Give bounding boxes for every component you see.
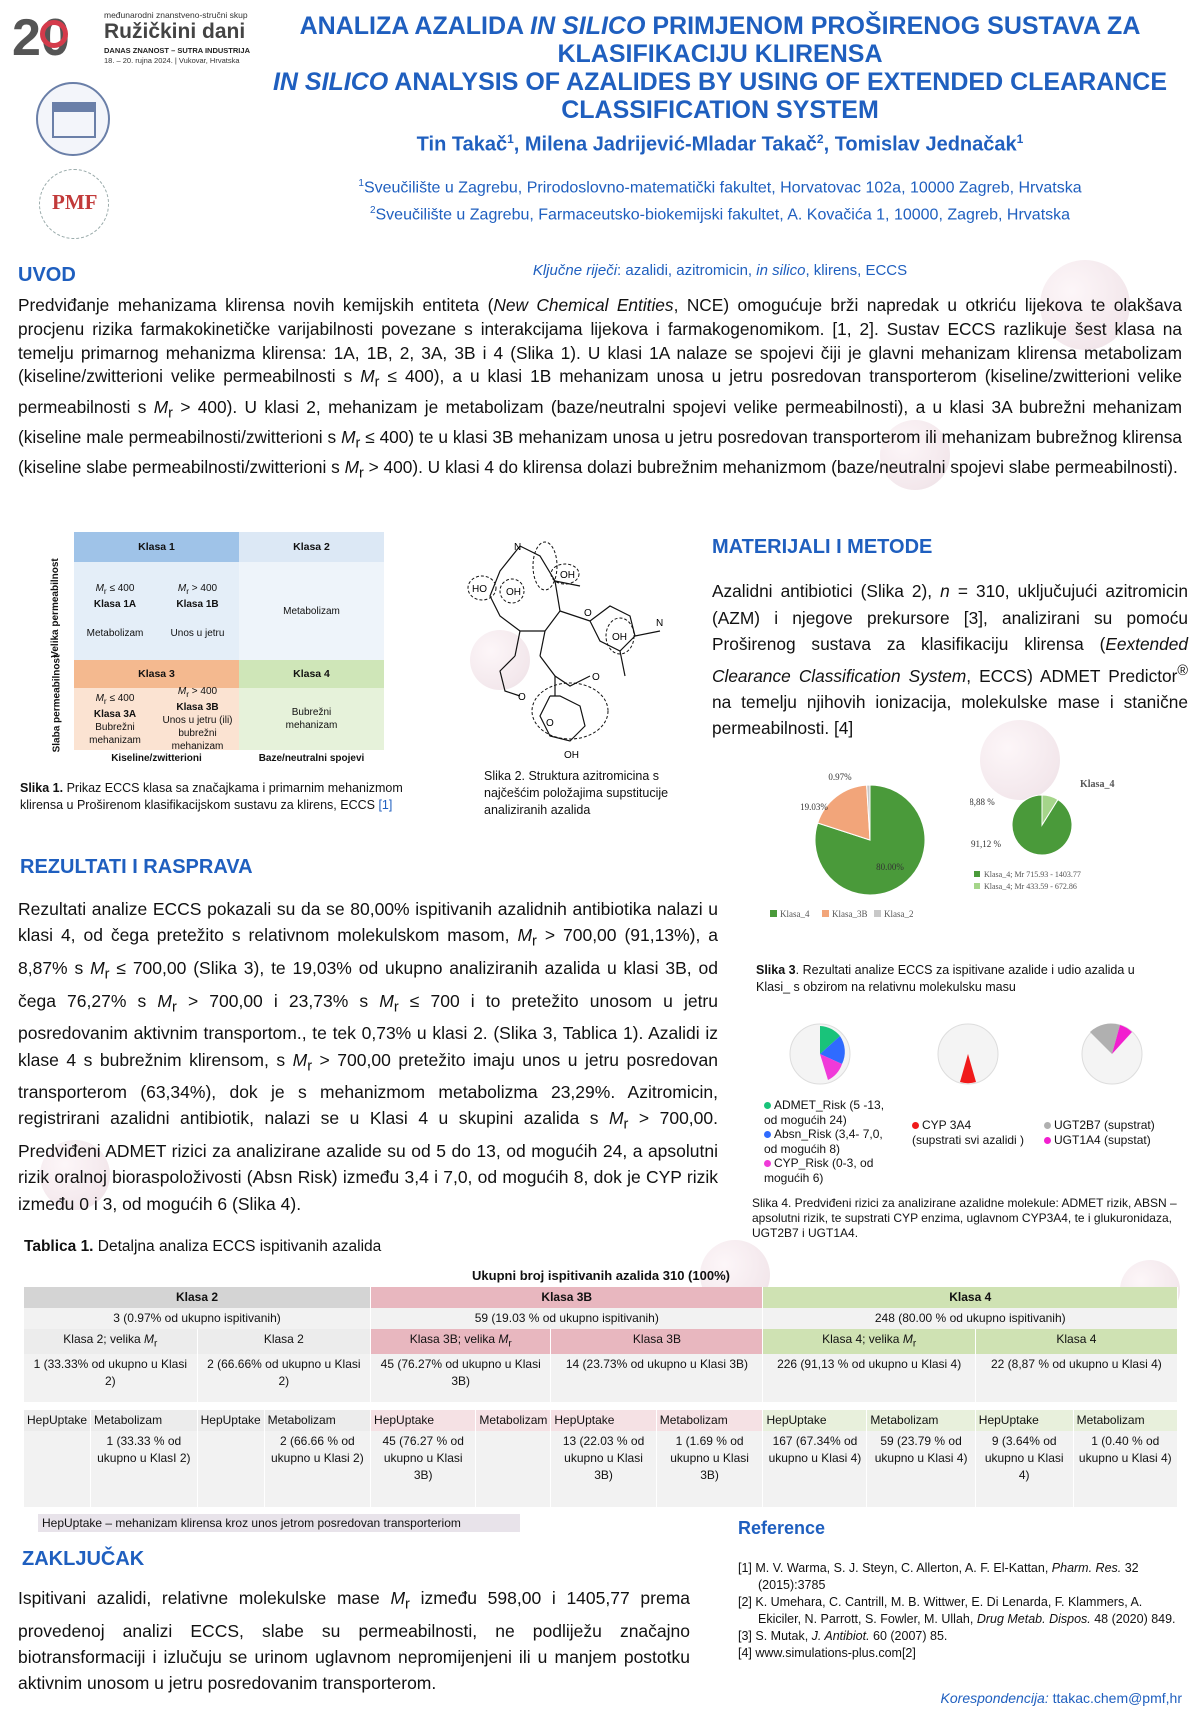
heading-reference: Reference	[738, 1518, 826, 1538]
fig1-cell-2: Metabolizam	[239, 562, 384, 660]
legend-swatch	[974, 871, 980, 877]
pie1-svg	[770, 760, 950, 940]
table-cell: 45 (76.27 % od ukupno u Klasi 3B)	[371, 1431, 476, 1507]
fig1-caption: Slika 1. Prikaz ECCS klasa sa značajkama i primarnim mehanizmom klirensa u Proširenom klasifikacijskom sustavu za klirens, ECCS [1]	[20, 781, 403, 812]
fig4-svg	[780, 1012, 1180, 1092]
azithromycin-structure-drawing	[460, 526, 680, 766]
fig2-label-oh1: OH	[506, 587, 521, 598]
fig1-klasa3-header: Klasa 3	[74, 660, 239, 688]
fig1-x-left: Kiseline/zwitterioni	[111, 753, 202, 764]
intro-paragraph: Predviđanje mehanizama klirensa novih kemijskih entiteta (New Chemical Entities, NCE) omogućuje brži napredak u otkriću lijekova te olakšava procjenu rizika farmakokinetičke varijabilnosti povezane s interakcijama lijekova i farmakogenomikom. [1, 2]. Sustav ECCS razlikuje šest klasa na temelju primarnog mehanizma klirensa: 1A, 1B, 2, 3A, 3B i 4 (Slika 1). U klasi 1A nalaze se spojevi čiji je glavni mehanizam klirensa metabolizam (kiseline/zwitterioni velike permeabilnosti s $M_r \le 400$), a u klasi 1B mehanizam unosa u jetru posredovan transporterom (kiseline/zwitterioni velike permeabilnosti s $M_r > 400$). U klasi 2, mehanizam je metabolizam (baze/neutralni spojevi velike permeabilnosti), a u klasi 3A bubrežni mehanizam (kiseline male permeabilnosti/zwitterioni s $M_r \le 400$) te u klasi 3B mehanizam unosa u jetru posredovan transporterom ili mehanizam bubrežnog klirensa (kiseline slabe permeabilnosti/zwitterioni s $M_r > 400$). U klasi 4 do klirensa dolazi bubrežnim mehanizmom (baze/neutralni spojevi slabe permeabilnosti).	[18, 295, 1182, 482]
table-cell: Klasa 4; velika $M_r$	[763, 1329, 975, 1354]
table-cell: Klasa 2	[24, 1287, 371, 1308]
fig1-velika-label: Velika permeabilnost	[50, 558, 61, 658]
pie2-svg	[970, 775, 1170, 905]
table-cell: Klasa 2	[197, 1329, 370, 1354]
heading-rezultati: REZULTATI I RASPRAVA	[20, 856, 253, 878]
table-cell: Metabolizam	[1073, 1410, 1177, 1431]
references-list	[738, 1560, 1178, 1662]
figure-4-risk-pies	[780, 1012, 1180, 1092]
methods-paragraph: Azalidni antibiotici (Slika 2), n = 310, uključujući azitromicin (AZM) i njegove prekursore [3], analizirani su pomoću Proširenog sustava za klasifikaciju klirensa (Eextended Clearance Classification System, ECCS) ADMET Predictor® na temelju njihovih ionizacija, molekulske mase i stanične permeabilnosti. [4]	[712, 581, 1189, 739]
table-cell	[476, 1431, 551, 1507]
legend-label: Klasa_4	[780, 909, 810, 919]
legend-label: Klasa_4; Mr 433.59 - 672.86	[984, 882, 1077, 891]
fig4-caption: Slika 4. Predviđeni rizici za analizirane azalidne molekule: ADMET rizik, ABSN – apsolutni rizik, te supstrati CYP enzima, uglavnom CYP3A4, te i glukuronidaza, UGT2B7 i UGT1A4.	[752, 1196, 1177, 1240]
table-cell: HepUptake	[975, 1410, 1073, 1431]
table-cell: 226 (91,13 % od ukupno u Klasi 4)	[763, 1354, 975, 1402]
reference-item: [2] K. Umehara, C. Cantrill, M. B. Wittwer, E. Di Lenarda, F. Klammers, A. Ekiciler, N. Parrott, S. Fowler, M. Ullah, Drug Metab. Dispos. 48 (2020) 849.	[738, 1595, 1176, 1626]
reference-item: [1] M. V. Warma, S. J. Steyn, C. Allerton, A. F. El-Kattan, Pharm. Res. 32 (2015):3785	[738, 1561, 1139, 1592]
reference-item: [4] www.simulations-plus.com[2]	[738, 1646, 916, 1660]
fig1-x-right: Baze/neutralni spojevi	[258, 753, 365, 764]
table-cell: 1 (0.40 % od ukupno u Klasi 4)	[1073, 1431, 1177, 1507]
table-cell: 1 (33.33 % od ukupno u KlasI 2)	[91, 1431, 198, 1507]
table-cell: 45 (76.27% od ukupno u Klasi 3B)	[371, 1354, 551, 1402]
fig4-legend-mid: CYP 3A4 (supstrati svi azalidi )	[912, 1118, 1025, 1147]
fig2-label-o2: O	[518, 692, 526, 703]
table-cell: HepUptake	[24, 1410, 91, 1431]
table1-header: Ukupni broj ispitivanih azalida 310 (100%)	[472, 1268, 730, 1283]
fig4-legend-right: UGT2B7 (supstrat) UGT1A4 (supstat)	[1044, 1118, 1184, 1147]
legend-swatch	[770, 910, 777, 917]
table-cell: Klasa 3B	[551, 1329, 763, 1354]
table-cell	[24, 1431, 91, 1507]
table-cell: Metabolizam	[264, 1410, 370, 1431]
table-cell: Metabolizam	[867, 1410, 975, 1431]
heading-zakljucak: ZAKLJUČAK	[22, 1548, 145, 1570]
table-cell: 3 (0.97% od ukupno ispitivanih)	[24, 1308, 371, 1329]
table-cell: 14 (23.73% od ukupno u Klasi 3B)	[551, 1354, 763, 1402]
pie-slice-label: 80.00%	[876, 862, 904, 872]
conference-logo	[12, 8, 262, 70]
affiliations: $^1$Sveučilište u Zagrebu, Prirodoslovno-matematički fakultet, Horvatovac 102a, 10000 Zagreb, Hrvatska $^2$Sveučilište u Zagrebu, Farmaceutsko-biokemijski fakultet, A. Kovačića 1, 10000, Zagreb, Hrvatska	[358, 178, 1082, 224]
table-row	[24, 1410, 1178, 1431]
table-cell: 59 (23.79 % od ukupno u Klasi 4)	[867, 1431, 975, 1507]
table-cell: 167 (67.34% od ukupno u Klasi 4)	[763, 1431, 867, 1507]
table-cell: HepUptake	[763, 1410, 867, 1431]
table-cell: Klasa 3B	[371, 1287, 763, 1308]
table-cell: 1 (1.69 % od ukupno u Klasi 3B)	[656, 1431, 763, 1507]
fig4-pie-admet	[790, 1024, 850, 1084]
legend-label: Klasa_2	[884, 909, 914, 919]
table-cell: 2 (66.66% od ukupno u Klasi 2)	[197, 1354, 370, 1402]
table-cell: Klasa 4	[763, 1287, 1178, 1308]
fig2-label-o1: O	[584, 608, 592, 619]
table-row	[24, 1354, 1178, 1402]
pie-slice-label: 91,12 %	[971, 839, 1001, 849]
fig2-label-oh3: OH	[612, 632, 627, 643]
conf-name: Ružičkini dani	[104, 20, 246, 43]
table-row	[24, 1329, 1178, 1354]
poster-title: ANALIZA AZALIDA IN SILICO PRIMJENOM PROŠIRENOG SUSTAVA ZA KLASIFIKACIJU KLIRENSA IN SILICO ANALYSIS OF AZALIDES BY USING OF EXTENDED CLEARANCE CLASSIFICATION SYSTEM	[272, 12, 1168, 124]
fig1-cell-1b: $M_r > 400$ Klasa 1B Unos u jetru	[156, 562, 239, 660]
table-cell: Klasa 2; velika $M_r$	[24, 1329, 197, 1354]
results-paragraph: Rezultati analize ECCS pokazali su da se 80,00% ispitivanih azalidnih antibiotika nalazi u klasi 4, od čega pretežito s relativnom molekulskom masom, $M_r > 700,00$ (91,13%), a 8,87% s $M_r \le 700,00$ (Slika 3), te 19,03% od ukupno analiziranih azalida u klasi 3B, od čega 76,27% s $M_r > 700,00$ i 23,73% s $M_r \le 700$ i to pretežito unosom u jetru posredovanim aktivnim transportom., te tek 0,73% u klasi 2. (Slika 3, Tablica 1). Azalidi iz klase 4 s bubrežnim klirensom, s $M_r > 700,00$ pretežito imaju unos u jetru posredovan transporterom (63,34%), dok je s mehanizmom metabolizma 23,29%. Azitromicin, registrirani azalidni antibiotik, nalazi se u Klasi 4 u skupini azalida s $M_r > 700,00$. Predviđeni ADMET rizici za analizirane azalide su od 5 do 13, od mogućih 24, a apsolutni rizik oralnoj bioraspoloživosti (Absn Risk) između 3,4 i 7,0, od mogućih 8, dok je CYP rizik između 0 i 3, od mogućih 6 (Slika 4).	[18, 899, 719, 1214]
fig2-label-oh2: OH	[560, 570, 575, 581]
table-cell: Klasa 3B; velika $M_r$	[371, 1329, 551, 1354]
table-cell	[197, 1431, 264, 1507]
pmf-text: PMF	[52, 190, 98, 214]
fig1-slaba-label: Slaba permeabilnost	[51, 654, 63, 753]
table-cell: Metabolizam	[656, 1410, 763, 1431]
legend-swatch	[874, 910, 881, 917]
fig2-label-ho: HO	[472, 584, 487, 595]
table-cell: 13 (22.03 % od ukupno u Klasi 3B)	[551, 1431, 656, 1507]
fig2-label-o3: O	[592, 672, 600, 683]
legend-swatch	[822, 910, 829, 917]
table-cell: 22 (8,87 % od ukupno u Klasi 4)	[975, 1354, 1177, 1402]
university-seal-icon	[36, 82, 110, 156]
table-cell: 248 (80.00 % od ukupno ispitivanih)	[763, 1308, 1178, 1329]
fig1-klasa1-header: Klasa 1	[74, 532, 239, 562]
figure-2-azithromycin-structure	[460, 526, 680, 766]
table-row	[24, 1308, 1178, 1329]
fig4-pie-cyp	[938, 1024, 998, 1084]
correspondence: Korespondencija: ttakac.chem@pmf,hr	[940, 1690, 1182, 1706]
table-cell: 59 (19.03 % od ukupno ispitivanih)	[371, 1308, 763, 1329]
table-cell: Metabolizam	[91, 1410, 198, 1431]
fig1-klasa2-header: Klasa 2	[239, 532, 384, 562]
table-cell: HepUptake	[371, 1410, 476, 1431]
authors: Tin Takač$^1$, Milena Jadrijević-Mladar Takač$^2$, Tomislav Jednačak$^1$	[416, 132, 1024, 156]
figure-3-pie-klasa4	[970, 775, 1170, 905]
heading-metode: MATERIJALI I METODE	[712, 536, 933, 558]
fig4-legend-left: ADMET_Risk (5 -13, od mogućih 24) Absn_Risk (3,4- 7,0, od mogućih 8) CYP_Risk (0-3, od mogućih 6)	[764, 1098, 885, 1185]
table1-caption: Tablica 1. Detaljna analiza ECCS ispitivanih azalida	[24, 1238, 382, 1255]
table-cell: Klasa 4	[975, 1329, 1177, 1354]
fig1-cell-1a: $M_r \le 400$ Klasa 1A Metabolizam	[74, 562, 156, 660]
table1	[24, 1287, 1178, 1507]
figure-1-eccs-grid	[44, 532, 384, 762]
pie-slice-label: 8,88 %	[970, 797, 995, 807]
table1-footnote: HepUptake – mehanizam klirensa kroz unos jetrom posredovan transporteriom	[38, 1514, 520, 1532]
table-cell: 9 (3.64% od ukupno u Klasi 4)	[975, 1431, 1073, 1507]
pie2-title: Klasa_4	[1080, 779, 1115, 790]
table-cell: 2 (66.66 % od ukupno u Klasi 2)	[264, 1431, 370, 1507]
table-cell: HepUptake	[197, 1410, 264, 1431]
fig2-label-n2: N	[656, 618, 664, 629]
fig2-label-oh4: OH	[564, 750, 579, 761]
fig4-pie-ugt	[1082, 1024, 1142, 1084]
reference-item: [3] S. Mutak, J. Antibiot. 60 (2007) 85.	[738, 1629, 948, 1643]
conf-20: 20	[12, 9, 70, 67]
table-cell: Metabolizam	[476, 1410, 551, 1431]
fig1-cell-3b: $M_r > 400$ Klasa 3B Unos u jetru (ili) bubrežni mehanizam	[156, 688, 239, 750]
legend-label: Klasa_3B	[832, 909, 868, 919]
fig2-label-n1: N	[514, 542, 522, 553]
conf-ring-icon	[40, 20, 68, 48]
pmf-logo	[34, 164, 114, 244]
table-row	[24, 1431, 1178, 1507]
legend-label: Klasa_4; Mr 715.93 - 1403.77	[984, 870, 1081, 879]
pie-slice-label: 0.97%	[828, 772, 852, 782]
figure-3-pie-eccs	[770, 760, 950, 940]
fig2-label-o4: O	[546, 718, 554, 729]
conclusion-paragraph: Ispitivani azalidi, relativne molekulske mase $M_r$ između 598,00 i 1405,77 prema provedenoj analizi ECCS, slabe su permeabilnosti, ne podliježu značajno biotransformaciji i izlučuju se urinom uglavnom nepromijenjeni ili u manjem postotku aktivnim unosom u jetru posredovanim transporterom.	[18, 1588, 690, 1694]
fig3-caption: Slika 3. Rezultati analize ECCS za ispitivane azalide i udio azalida u Klasi_ s obzirom na relativnu molekulsku masu	[756, 963, 1135, 994]
legend-swatch	[974, 883, 980, 889]
pie-slice-label: 19.03%	[800, 802, 828, 812]
table-row	[24, 1287, 1178, 1308]
fig2-caption: Slika 2. Struktura azitromicina s najčešćim položajima supstitucije analiziranih azalida	[484, 769, 669, 817]
keywords: Ključne riječi: azalidi, azitromicin, in silico, klirens, ECCS	[532, 262, 908, 279]
conf-top: međunarodni znanstveno-stručni skup	[104, 10, 248, 20]
conf-sub1: DANAS ZNANOST – SUTRA INDUSTRIJA	[104, 46, 250, 55]
table-cell: HepUptake	[551, 1410, 656, 1431]
heading-uvod: UVOD	[18, 264, 76, 286]
conf-sub2: 18. – 20. rujna 2024. | Vukovar, Hrvatska	[104, 56, 240, 65]
fig1-klasa4-header: Klasa 4	[239, 660, 384, 688]
fig1-cell-3a: $M_r \le 400$ Klasa 3A Bubrežni mehanizam	[74, 688, 156, 750]
table-cell: 1 (33.33% od ukupno u Klasi 2)	[24, 1354, 197, 1402]
table-row-spacer	[24, 1402, 1178, 1410]
fig1-cell-4: Bubrežni mehanizam	[239, 688, 384, 750]
